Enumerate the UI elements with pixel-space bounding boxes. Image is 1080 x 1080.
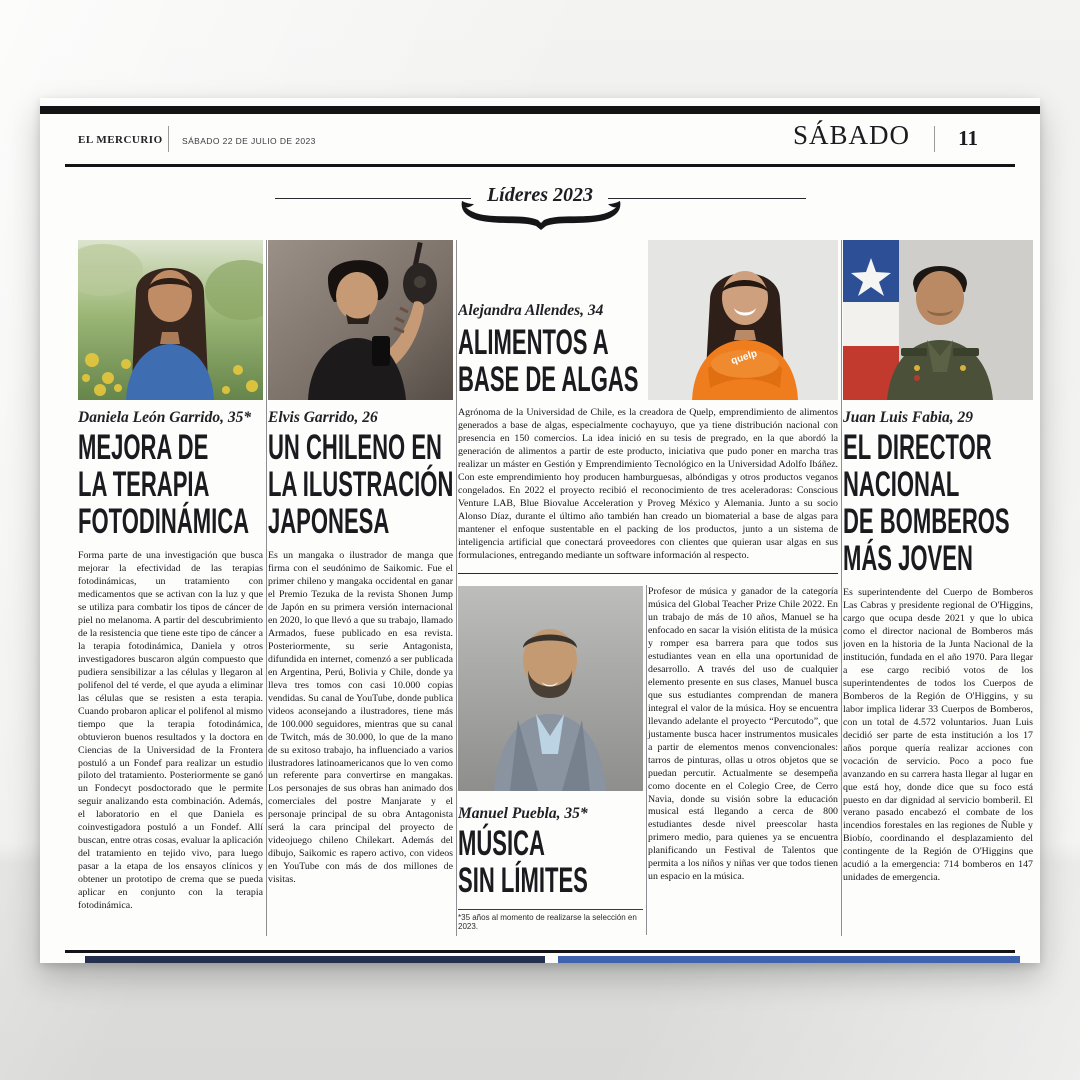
photo-alejandra-allendes: [648, 240, 838, 400]
section-banner: [40, 174, 1040, 236]
headline: [458, 825, 643, 899]
feature-divider-rule: [458, 573, 838, 574]
photo-manuel-puebla: [458, 586, 643, 791]
headline: [458, 324, 643, 398]
headline-line: MÁS JOVEN: [843, 539, 973, 578]
photo-juan-luis-fabia: [843, 240, 1033, 400]
byline: Daniela León Garrido, 35*: [78, 409, 252, 426]
article-body-alejandra: Agrónoma de la Universidad de Chile, es la creadora de Quelp, emprendimiento de alimentos generados a base de algas, especialmente cochayuyo, que ya tiene distribución nacional con presencia en 150 comercios. La idea inició en su tesis de pregrado, en la que abordó la generación de alimentos a partir de este producto, iniciativa que pudo poner en marcha tras realizar un máster en Gestión y Emprendimiento Tecnológico en la Universidad Adolfo Ibáñez. Con este emprendimiento hoy producen hamburguesas, albóndigas y otros productos veganos congelados. En 2022 el proyecto recibió el reconocimiento de tres aceleradoras: Conscious Venture LAB, Blue Biovalue Acceleration y Proveg México y Alemania. Junto a su socio Alonso Díaz, durante el último año también han creado un biomaterial a base de algas para mantener el enfoque sustentable en el packing de los productos, junto a un sistema de inteligencia artificial que conectará proveedores con clientes que quieran usar algas en sus formulaciones, entregando mediante un software información al respecto.: [458, 407, 838, 561]
footnote: *35 años al momento de realizarse la selección en 2023.: [458, 913, 637, 931]
headline-line: BASE DE ALGAS: [458, 360, 639, 399]
headline-line: EL DIRECTOR: [843, 428, 992, 467]
masthead: EL MERCURIO: [78, 134, 163, 146]
headline-line: MEJORA DE: [78, 428, 209, 467]
article-body-manuel: Profesor de música y ganador de la categoría música del Global Teacher Prize Chile 2022. En un trabajo de más de 10 años, Manuel se ha enfocado en sacar la visión elitista de la música y romper esa barrera para que todos sus estudiantes vean en ella una oportunidad de desarrollo. A través del uso de cualquier elemento presente en sus clases, Manuel busca que sus estudiantes comprendan de manera integral el valor de la música. Hoy se encuentra llevando adelante el proyecto “Percutodo”, que justamente busca hacer instrumentos musicales a partir de elementos menos convencionales: tarros de pinturas, ollas u otros objetos que se puedan percutir. Actualmente se desempeña como docente en el Colegio Cree, de Cerro Navia, donde su visión sobre la educación musical está llegando a cerca de 800 estudiantes desde nivel preescolar hasta primero medio, para quienes ya se encuentra planificando un Festival de Talentos que permita a los niños y niñas ver que todos tienen un espacio en la música.: [648, 586, 838, 883]
feature-top: [458, 240, 838, 400]
byline: Alejandra Allendes, 34: [458, 302, 604, 319]
headline-line: SIN LÍMITES: [458, 861, 588, 900]
article-body: Forma parte de una investigación que busca mejorar la efectividad de las terapias fotodinámicas, un tratamiento con medicamentos que se activan con la luz y que se utiliza para combatir los tipos de cáncer de piel no melanoma. A partir del descubrimiento de la resistencia que tiene este tipo de cáncer a la terapia fotodinámica, Daniela y otros investigadores buscaron algún compuesto que pudiera sensibilizar a las células y llegaron al polifenol del té verde, el que ayuda a eliminar las células que se resisten a esta terapia. Cuando probaron aplicar el polifenol al mismo tiempo que la terapia fotodinámica, obtuvieron buenos resultados y la doctora en Ciencias de la Universidad de la Frontera postuló a un Fondef para realizar un estudio piloto del tratamiento. Posteriormente se ganó un Fondecyt posdoctorado que le permite seguir analizando esta combinación. Además, el laboratorio en el que Daniela es coinvestigadora postuló a un Fondef. Allí buscan, entre otras cosas, evaluar la aplicación del tratamiento en tejido vivo, para luego pasar a la etapa de los ensayos clínicos y obtener un prototipo de crema que se pueda aplicar en conjunto con la terapia fotodinámica.: [78, 550, 263, 912]
headline-line: MÚSICA: [458, 824, 545, 863]
headline: [268, 429, 453, 540]
headline-line: FOTODINÁMICA: [78, 502, 250, 541]
headline-line: UN CHILENO EN: [268, 428, 442, 467]
bottom-bar-left: [85, 956, 545, 963]
headline: [78, 429, 263, 540]
top-black-bar: [40, 106, 1040, 114]
headline-line: DE BOMBEROS: [843, 502, 1010, 541]
footnote-rule: [458, 909, 643, 910]
article-elvis: [268, 240, 453, 936]
mustache-ornament-icon: [460, 200, 622, 230]
article-body: Es superintendente del Cuerpo de Bomberos Las Cabras y presidente regional de O'Higgins, cargo que ocupa desde 2021 y que lo ubica como el director nacional de Bomberos más joven en la historia de la Junta Nacional de la institución, fundada en el año 1970. Para llegar a ese cargo recibió votos de los superintendentes de todos los Cuerpos de Bomberos de la Región de O'Higgins, y su labor implica liderar 33 Cuerpos de Bomberos, con un total de 4.572 voluntarios. Juan Luis decidió ser parte de esta institución a los 17 años porque quería realizar acciones con vocación de servicio. Poco a poco fue avanzando en su carrera hasta llegar al lugar en que está hoy, donde dice que su foco está puesto en dar dignidad al servicio bomberil. El verano pasado encabezó el combate de los incendios forestales en las regiones de Ñuble y Biobío, coordinando el desplazamiento del contingente de la Región de O'Higgins que acudió a la emergencia: 714 bomberos en 147 unidades de emergencia.: [843, 587, 1033, 884]
article-alejandra-header: [458, 240, 643, 400]
header-date: SÁBADO 22 DE JULIO DE 2023: [182, 136, 316, 146]
header-day-label: SÁBADO: [792, 120, 910, 150]
newspaper-page: [40, 98, 1040, 963]
headline-line: NACIONAL: [843, 465, 960, 504]
article-body: Es un mangaka o ilustrador de manga que firma con el seudónimo de Saikomic. Fue el primer chileno y mangaka occidental en ganar el Premio Tezuka de la revista Shonen Jump de Japón en su primera versión internacional en 2020, lo que llevó a que su trabajo, llamado Armados, fuese publicado en esa revista. Posteriormente, su serie Antagonista, difundida en internet, comenzó a ser publicada en Argentina, Perú, Bolivia y Chile, donde ya lleva tres tomos con casi 10.000 copias vendidas. Su canal de YouTube, donde publica videos aconsejando a ilustradores, tiene más de 100.000 seguidores, mientras que su canal de Twitch, más de 30.000, lo que de la mano de su exitoso trabajo, ha influenciado a varios ilustradores latinoamericanos que lo ven como un referente para convertirse en mangakas. Los personajes de sus obras han animado dos comerciales del postre Manjarate y el personaje principal de su obra Antagonista será la cara principal del proyecto de videojuego chileno Chilekart. Además del dibujo, Saikomic es rapero activo, con videos en YouTube con más de dos millones de visitas.: [268, 550, 453, 886]
byline: Elvis Garrido, 26: [268, 409, 378, 426]
articles-grid: [78, 240, 1038, 936]
bottom-bar-right: [558, 956, 1020, 963]
byline: Manuel Puebla, 35*: [458, 805, 588, 822]
photo-elvis-garrido: [268, 240, 453, 400]
article-manuel-left: [458, 586, 643, 931]
bottom-rule: [65, 950, 1015, 953]
article-daniela: [78, 240, 263, 936]
photo-daniela-leon: [78, 240, 263, 400]
headline: [843, 429, 1033, 577]
page-header: [40, 118, 1040, 162]
header-divider: [168, 126, 169, 152]
article-juan-luis: [843, 240, 1033, 936]
header-divider: [934, 126, 935, 152]
page-number: 11: [958, 126, 978, 150]
headline-line: ALIMENTOS A: [458, 323, 609, 362]
headline-line: LA ILUSTRACIÓN: [268, 465, 453, 504]
section-banner-title: Líderes 2023: [486, 184, 594, 206]
header-rule: [65, 164, 1015, 167]
svg-text:quelp: quelp: [729, 348, 759, 367]
center-feature: [458, 240, 838, 936]
headline-line: JAPONESA: [268, 502, 390, 541]
chilean-flag: [843, 240, 899, 400]
feature-bottom: [458, 586, 838, 931]
byline: Juan Luis Fabia, 29: [843, 409, 974, 426]
headline-line: LA TERAPIA: [78, 465, 210, 504]
